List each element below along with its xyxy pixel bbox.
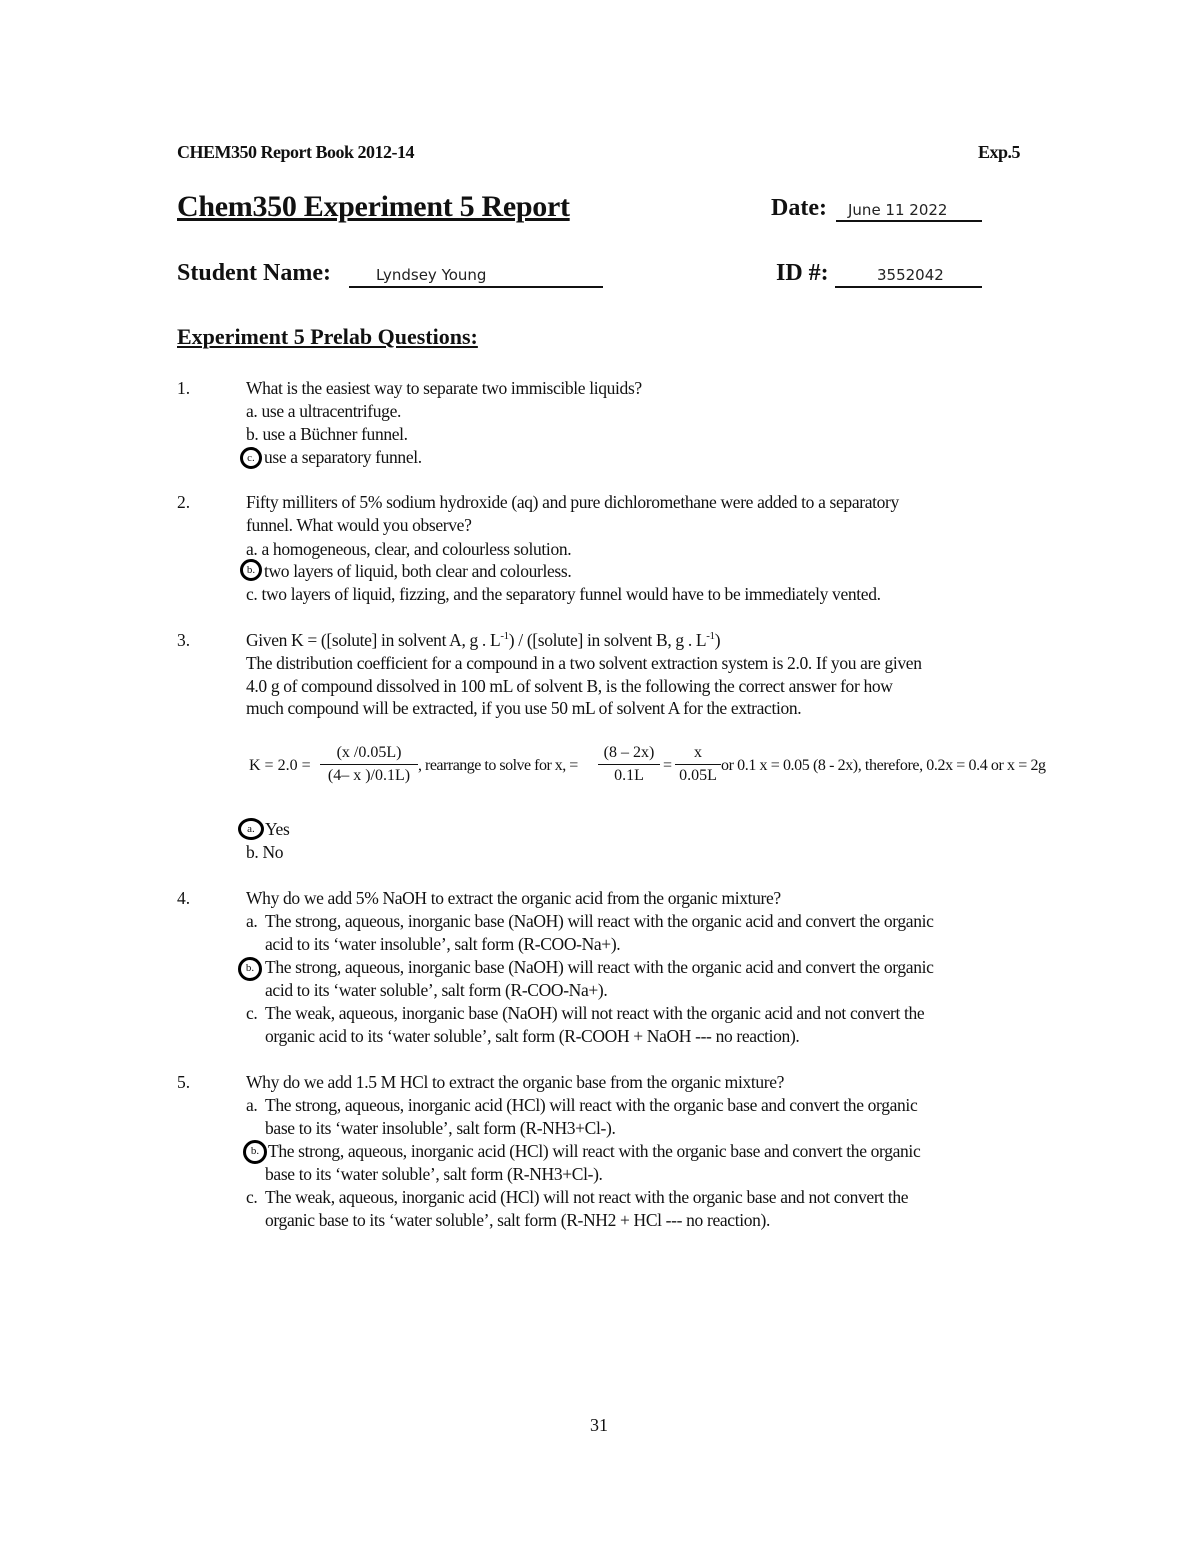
running-header-left: CHEM350 Report Book 2012-14 <box>177 142 414 162</box>
option-letter: a. <box>247 823 255 835</box>
answer-circle <box>238 957 262 981</box>
option-b-selected: The strong, aqueous, inorganic acid (HCl) will react with the organic base and convert the organic <box>268 1141 921 1161</box>
option-b-cont: acid to its ‘water soluble’, salt form (R-COO-Na+). <box>265 980 608 1000</box>
option-c-letter: c. <box>246 1187 258 1207</box>
question-text: funnel. What would you observe? <box>246 515 472 535</box>
option-a: The strong, aqueous, inorganic base (NaOH) will react with the organic acid and convert the organic <box>265 911 934 931</box>
fraction-denominator: 0.1L <box>614 767 644 784</box>
equation-lhs: K = 2.0 = <box>249 757 311 774</box>
option-b-cont: base to its ‘water soluble’, salt form (R-NH3+Cl-). <box>265 1164 603 1184</box>
student-name-value: Lyndsey Young <box>376 266 487 284</box>
question-number: 3. <box>177 630 191 650</box>
question-text: 4.0 g of compound dissolved in 100 mL of solvent B, is the following the correct answer for how <box>246 676 893 696</box>
answer-circle <box>240 447 262 469</box>
question-text: much compound will be extracted, if you use 50 mL of solvent A for the extraction. <box>246 698 802 718</box>
date-value: June 11 2022 <box>848 201 948 219</box>
option-letter: b. <box>245 962 255 974</box>
option-b-selected: The strong, aqueous, inorganic base (NaOH) will react with the organic acid and convert the organic <box>265 957 934 977</box>
option-c-selected: use a separatory funnel. <box>264 447 422 467</box>
question-text: Why do we add 5% NaOH to extract the organic acid from the organic mixture? <box>246 888 781 908</box>
answer-circle <box>238 818 264 840</box>
option-b: b. use a Büchner funnel. <box>246 424 408 444</box>
question-number: 5. <box>177 1072 191 1092</box>
id-value: 3552042 <box>877 266 944 284</box>
student-name-underline <box>349 286 603 288</box>
equation-fraction-1 <box>320 744 418 785</box>
section-title: Experiment 5 Prelab Questions: <box>177 324 478 349</box>
page-number: 31 <box>590 1415 608 1435</box>
option-a-letter: a. <box>246 1095 258 1115</box>
option-a: a. use a ultracentrifuge. <box>246 401 402 421</box>
question-text: Fifty milliters of 5% sodium hydroxide (aq) and pure dichloromethane were added to a separatory <box>246 492 899 512</box>
option-b-selected: two layers of liquid, both clear and colourless. <box>264 561 572 581</box>
date-underline <box>836 220 982 222</box>
answer-circle <box>243 1140 267 1164</box>
equation-fraction-2 <box>598 744 660 785</box>
question-text: Why do we add 1.5 M HCl to extract the organic base from the organic mixture? <box>246 1072 785 1092</box>
option-c: The weak, aqueous, inorganic base (NaOH) will not react with the organic acid and not convert the <box>265 1003 925 1023</box>
given-formula: Given K = ([solute] in solvent A, g . $L^{-1}$) / ([solute] in solvent B, g . $L^{-1}$) <box>246 630 721 650</box>
option-c-cont: organic base to its ‘water soluble’, salt form (R-NH2 + HCl --- no reaction). <box>265 1210 771 1230</box>
question-number: 1. <box>177 378 191 398</box>
option-a: The strong, aqueous, inorganic acid (HCl) will react with the organic base and convert the organic <box>265 1095 918 1115</box>
date-label: Date: <box>771 195 827 221</box>
fraction-numerator: (8 – 2x) <box>598 744 660 765</box>
student-name-label: Student Name: <box>177 260 331 286</box>
option-a-selected: Yes <box>265 819 290 839</box>
option-b: b. No <box>246 842 284 862</box>
option-a-letter: a. <box>246 911 258 931</box>
option-a: a. a homogeneous, clear, and colourless solution. <box>246 539 572 559</box>
question-text: What is the easiest way to separate two immiscible liquids? <box>246 378 642 398</box>
fraction-denominator: (4– x )/0.1L) <box>327 767 411 784</box>
option-c: c. two layers of liquid, fizzing, and the separatory funnel would have to be immediately vented. <box>246 584 881 604</box>
option-c: The weak, aqueous, inorganic acid (HCl) will not react with the organic base and not convert the <box>265 1187 909 1207</box>
fraction-numerator: x <box>675 744 721 765</box>
option-a-cont: base to its ‘water insoluble’, salt form (R-NH3+Cl-). <box>265 1118 616 1138</box>
id-underline <box>835 286 982 288</box>
option-letter: c. <box>247 452 255 464</box>
option-c-letter: c. <box>246 1003 258 1023</box>
option-letter: b. <box>246 564 256 576</box>
equation-middle: , rearrange to solve for x, = <box>418 757 578 774</box>
fraction-numerator: (x /0.05L) <box>320 744 418 765</box>
option-letter: b. <box>250 1145 260 1157</box>
option-a-cont: acid to its ‘water insoluble’, salt form (R-COO-Na+). <box>265 934 621 954</box>
page-title: Chem350 Experiment 5 Report <box>177 190 570 223</box>
equation-fraction-3 <box>675 744 721 785</box>
option-c-cont: organic acid to its ‘water soluble’, salt form (R-COOH + NaOH --- no reaction). <box>265 1026 800 1046</box>
question-number: 4. <box>177 888 191 908</box>
question-text: The distribution coefficient for a compound in a two solvent extraction system is 2.0. If you are given <box>246 653 922 673</box>
id-label: ID #: <box>776 260 829 286</box>
running-header-right: Exp.5 <box>978 142 1021 162</box>
question-number: 2. <box>177 492 191 512</box>
equation-equals: = <box>663 757 673 774</box>
answer-circle <box>240 559 262 581</box>
equation-tail: or 0.1 x = 0.05 (8 - 2x), therefore, 0.2x = 0.4 or x = 2g <box>721 757 1046 774</box>
fraction-denominator: 0.05L <box>679 767 717 784</box>
